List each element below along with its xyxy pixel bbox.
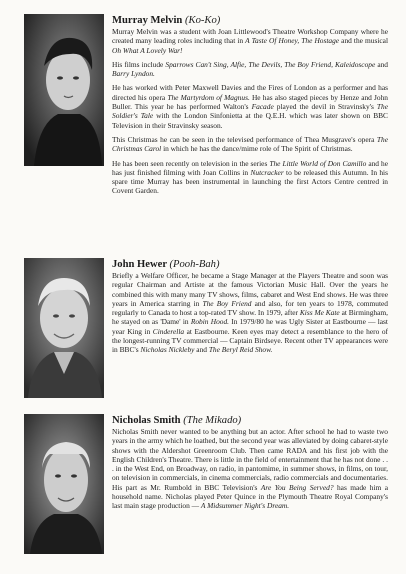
- performer-name: Nicholas Smith: [112, 415, 181, 426]
- body-text: In 1979/80 he was Ugly Sister at Eastbourne — last year King in: [112, 317, 388, 336]
- body-text: played the devil in Stravinsky's: [273, 102, 377, 112]
- bio-paragraphs: [112, 27, 388, 196]
- body-text: and: [194, 345, 209, 355]
- title-text: Kiss Me Kate: [299, 308, 340, 318]
- bio-paragraph: [112, 83, 388, 129]
- performer-heading: [112, 14, 388, 27]
- performer-role: (Ko-Ko): [184, 15, 221, 26]
- body-text: Murray Melvin was a student with Joan Littlewood's Theatre Workshop Company where he created many leading roles including that in: [112, 27, 388, 46]
- performer-role: (Pooh-Bah): [169, 259, 220, 270]
- bio-paragraph: [112, 271, 388, 355]
- body-text: at Birmingham, he stayed on as 'Dame' in: [112, 308, 388, 327]
- title-text: Facade: [251, 102, 274, 112]
- body-text: and the musical: [339, 36, 389, 46]
- performer-heading: [112, 258, 388, 271]
- title-text: The Little World of Don Camillo: [269, 158, 367, 168]
- bio-paragraph: [112, 60, 388, 79]
- body-text: at Eastbourne. Keen eyes may detect a resemblance to the hero of the longest-running TV commercial — Captain Birdseye. Recent other TV appearances were in BBC's: [112, 326, 388, 355]
- bio-paragraph: [112, 427, 388, 511]
- bio-paragraph: [112, 159, 388, 196]
- body-text: and he has just finished filming with Joan Collins in: [112, 158, 388, 177]
- body-text: He has worked with Peter Maxwell Davies and the Fires of London as a performer and has directed his opera: [112, 83, 388, 102]
- title-text: Nicholas Nickleby: [140, 345, 195, 355]
- portrait-photo: [24, 414, 104, 554]
- bio-paragraph: [112, 27, 388, 55]
- body-text: Briefly a Welfare Officer, he became a Stage Manager at the Players Theatre and soon was regular Chairman and Artiste at the famous Victorian Music Hall. Over the years he combined this with many many TV shows, films, cabaret and West End shows. He was three years in America starring in: [112, 271, 388, 308]
- title-text: Are You Being Served?: [260, 482, 334, 492]
- performer-name: Murray Melvin: [112, 15, 183, 26]
- title-text: A Taste Of Honey, The Hostage: [245, 36, 340, 46]
- performer-role: (The Mikado): [183, 415, 242, 426]
- body-text: He has been seen recently on television in the series: [112, 158, 270, 168]
- title-text: Nutcracker: [250, 167, 284, 177]
- body-text: and: [375, 59, 388, 69]
- title-text: Robin Hood.: [190, 317, 229, 327]
- body-text: This Christmas he can be seen in the televised performance of Thea Musgrave's opera: [112, 134, 377, 144]
- body-text: has made him a household name. Nicholas played Peter Quince in the Plymouth Theatre Royal Company's last main stage production —: [112, 482, 388, 511]
- title-text: A Midsummer Night's Dream.: [200, 501, 290, 511]
- body-text: He has also staged pieces by Henze and John Buller. This year he has performed Walton's: [112, 92, 388, 112]
- performer-name: John Hewer: [112, 259, 167, 270]
- title-text: The Christmas Carol: [112, 134, 388, 154]
- title-text: Barry Lyndon.: [112, 69, 155, 79]
- body-text: with the London Sinfonietta at the Q.E.H. which was later shown on BBC Television in their Stravinsky season.: [112, 111, 388, 130]
- title-text: Oh What A Lovely War!: [112, 45, 183, 55]
- bio-paragraphs: [112, 271, 388, 355]
- body-text: to be released this Autumn. In his spare time Murray has been instrumental in launching the first Actors Centre centred in Covent Garden.: [112, 167, 388, 196]
- body-text: Nicholas Smith never wanted to be anything but an actor. After school he had to waste two years in the army which he loathed, but the second year was alleviated by doing cabaret-style shows with the Aldershot Greenroom Club. Then came RADA and his first job with the English Children's Theatre. There is little in the field of entertainment that he has not done . . . in the West End, on Broadway, on radio, in pantomime, in summer shows, in films, on tour, on television in commercials, in cinema commercials, radio commercials and documentaries. His part as Mr. Rumbold in BBC Television's: [112, 427, 388, 492]
- portrait-photo: [24, 258, 104, 398]
- bio-paragraphs: [112, 427, 388, 511]
- title-text: The Soldier's Tale: [112, 102, 388, 121]
- title-text: The Beryl Reid Show.: [208, 345, 273, 355]
- bio-paragraph: [112, 135, 388, 154]
- title-text: Cinderella: [152, 326, 185, 336]
- title-text: The Martyrdom of Magnus.: [167, 92, 250, 102]
- title-text: The Boy Friend: [202, 298, 252, 308]
- title-text: Sparrows Can't Sing, Alfie, The Devils, The Boy Friend, Kaleidoscope: [165, 59, 376, 69]
- performer-heading: [112, 414, 388, 427]
- body-text: and also, for ten years to 1978, commuted regularly to Canada to host a top-rated TV show. In 1979, after: [112, 298, 388, 318]
- portrait-photo: [24, 14, 104, 166]
- body-text: His films include: [112, 59, 166, 69]
- body-text: in which he has the dance/mime role of The Spirit of Christmas.: [161, 144, 353, 154]
